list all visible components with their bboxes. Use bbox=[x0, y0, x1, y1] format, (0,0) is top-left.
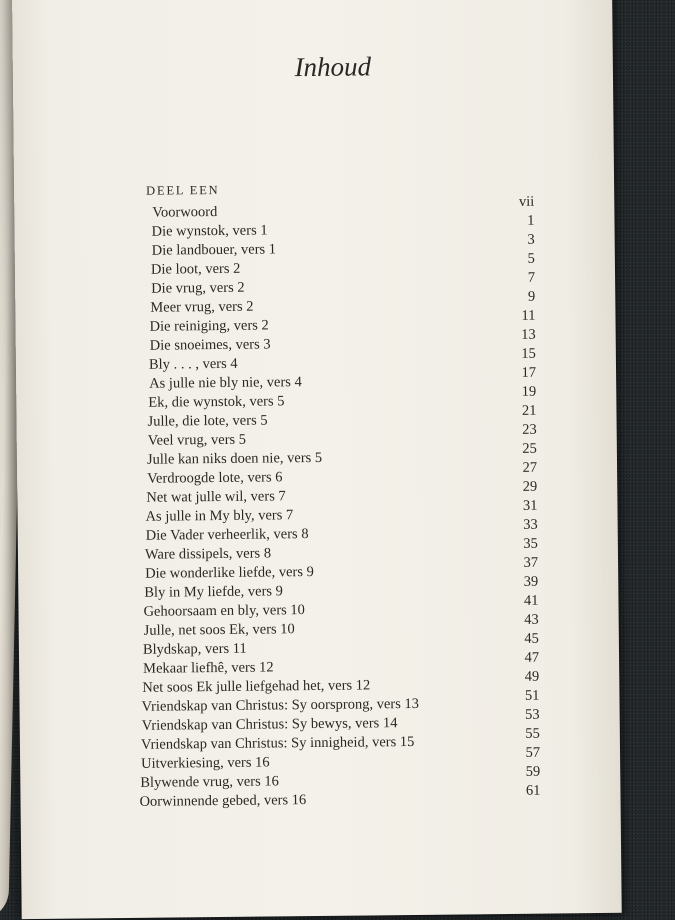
toc-entry-title: Bly in My liefde, vers 9 bbox=[144, 583, 283, 601]
toc-entry-title: As julle in My bly, vers 7 bbox=[145, 507, 294, 525]
toc-entry-page-number: 5 bbox=[527, 250, 535, 267]
book-page bbox=[12, 0, 622, 919]
toc-entry-title: Die snoeimes, vers 3 bbox=[149, 336, 271, 354]
toc-entry-page-number: 29 bbox=[522, 478, 538, 495]
toc-entry-title: Die landbouer, vers 1 bbox=[151, 241, 277, 259]
toc-entry-page-number: 15 bbox=[521, 345, 536, 362]
toc-entry-page-number: 25 bbox=[522, 440, 537, 457]
toc-entry-title: Meer vrug, vers 2 bbox=[150, 298, 254, 316]
toc-entry-title: As julle nie bly nie, vers 4 bbox=[149, 374, 302, 392]
toc-entry-title: Ek, die wynstok, vers 5 bbox=[148, 393, 285, 411]
toc-entry-title: Ware dissipels, vers 8 bbox=[144, 545, 272, 563]
toc-entry-page-number: 51 bbox=[524, 687, 540, 704]
toc-entry-page-number: 43 bbox=[524, 611, 539, 628]
table-of-contents bbox=[114, 193, 541, 812]
toc-entry-title: Voorwoord bbox=[152, 204, 218, 221]
toc-entry-page-number: 19 bbox=[521, 383, 537, 400]
toc-entry-page-number: vii bbox=[518, 193, 535, 210]
toc-entry-title: Die vrug, vers 2 bbox=[151, 279, 245, 297]
toc-entry-title: Julle kan niks doen nie, vers 5 bbox=[146, 449, 323, 468]
toc-entry-page-number: 7 bbox=[527, 269, 536, 286]
toc-entry-title: Mekaar liefhê, vers 12 bbox=[143, 659, 274, 677]
toc-entry-page-number: 23 bbox=[522, 421, 537, 438]
toc-entry-page-number: 59 bbox=[525, 763, 541, 780]
toc-entry-page-number: 57 bbox=[525, 744, 541, 761]
toc-entry-page-number: 49 bbox=[524, 668, 540, 685]
toc-entry-title: Die loot, vers 2 bbox=[150, 260, 241, 278]
toc-entry-page-number: 35 bbox=[523, 535, 538, 552]
toc-entry-page-number: 53 bbox=[525, 706, 540, 723]
toc-entry-title: Net wat julle wil, vers 7 bbox=[146, 488, 286, 506]
toc-entry-title: Die wonderlike liefde, vers 9 bbox=[145, 564, 314, 582]
toc-entry-title: Julle, net soos Ek, vers 10 bbox=[143, 621, 295, 639]
toc-entry-title: Blydskap, vers 11 bbox=[142, 640, 247, 658]
toc-entry-title: Die Vader verheerlik, vers 8 bbox=[145, 526, 309, 544]
toc-entry-title: Net soos Ek julle liefgehad het, vers 12 bbox=[142, 677, 371, 696]
toc-entry-page-number: 9 bbox=[527, 288, 536, 305]
toc-entry-page-number: 21 bbox=[521, 402, 537, 419]
toc-entry-title: Uitverkiesing, vers 16 bbox=[141, 754, 270, 772]
toc-entry-title: Vriendskap van Christus: Sy innigheid, vers 15 bbox=[140, 733, 415, 753]
toc-entry-page-number: 33 bbox=[523, 516, 538, 533]
toc-entry-title: Blywende vrug, vers 16 bbox=[140, 773, 279, 791]
section-label: DEEL EEN bbox=[146, 182, 220, 198]
toc-entry-page-number: 17 bbox=[521, 364, 537, 381]
toc-entry-title: Veel vrug, vers 5 bbox=[147, 431, 247, 449]
toc-entry-page-number: 13 bbox=[521, 326, 536, 343]
toc-entry-page-number: 1 bbox=[527, 212, 535, 229]
toc-entry-title: Die reiniging, vers 2 bbox=[149, 317, 269, 335]
toc-entry-page-number: 11 bbox=[521, 307, 536, 324]
toc-entry-page-number: 37 bbox=[523, 554, 539, 571]
toc-entry-page-number: 55 bbox=[525, 725, 540, 742]
toc-entry-title: Vriendskap van Christus: Sy bewys, vers 14 bbox=[141, 715, 398, 734]
toc-entry-title: Die wynstok, vers 1 bbox=[151, 222, 268, 240]
toc-entry-page-number: 39 bbox=[523, 573, 539, 590]
toc-entry-page-number: 3 bbox=[527, 231, 535, 248]
toc-entry-page-number: 27 bbox=[522, 459, 538, 476]
toc-entry-page-number: 47 bbox=[524, 649, 540, 666]
toc-entry-title: Julle, die lote, vers 5 bbox=[147, 412, 268, 430]
toc-entry-title: Vriendskap van Christus: Sy oorsprong, vers 13 bbox=[141, 695, 420, 715]
toc-entry-page-number: 31 bbox=[522, 497, 538, 514]
toc-entry-page-number: 41 bbox=[523, 592, 539, 609]
page-title: Inhoud bbox=[294, 51, 372, 83]
toc-entry-title: Oorwinnende gebed, vers 16 bbox=[139, 792, 307, 810]
toc-entry-page-number: 61 bbox=[525, 782, 541, 799]
toc-entry-title: Bly . . . , vers 4 bbox=[148, 355, 238, 373]
toc-entry-title: Gehoorsaam en bly, vers 10 bbox=[143, 602, 305, 620]
toc-entry-title: Verdroogde lote, vers 6 bbox=[147, 469, 283, 487]
toc-entry-page-number: 45 bbox=[524, 630, 539, 647]
